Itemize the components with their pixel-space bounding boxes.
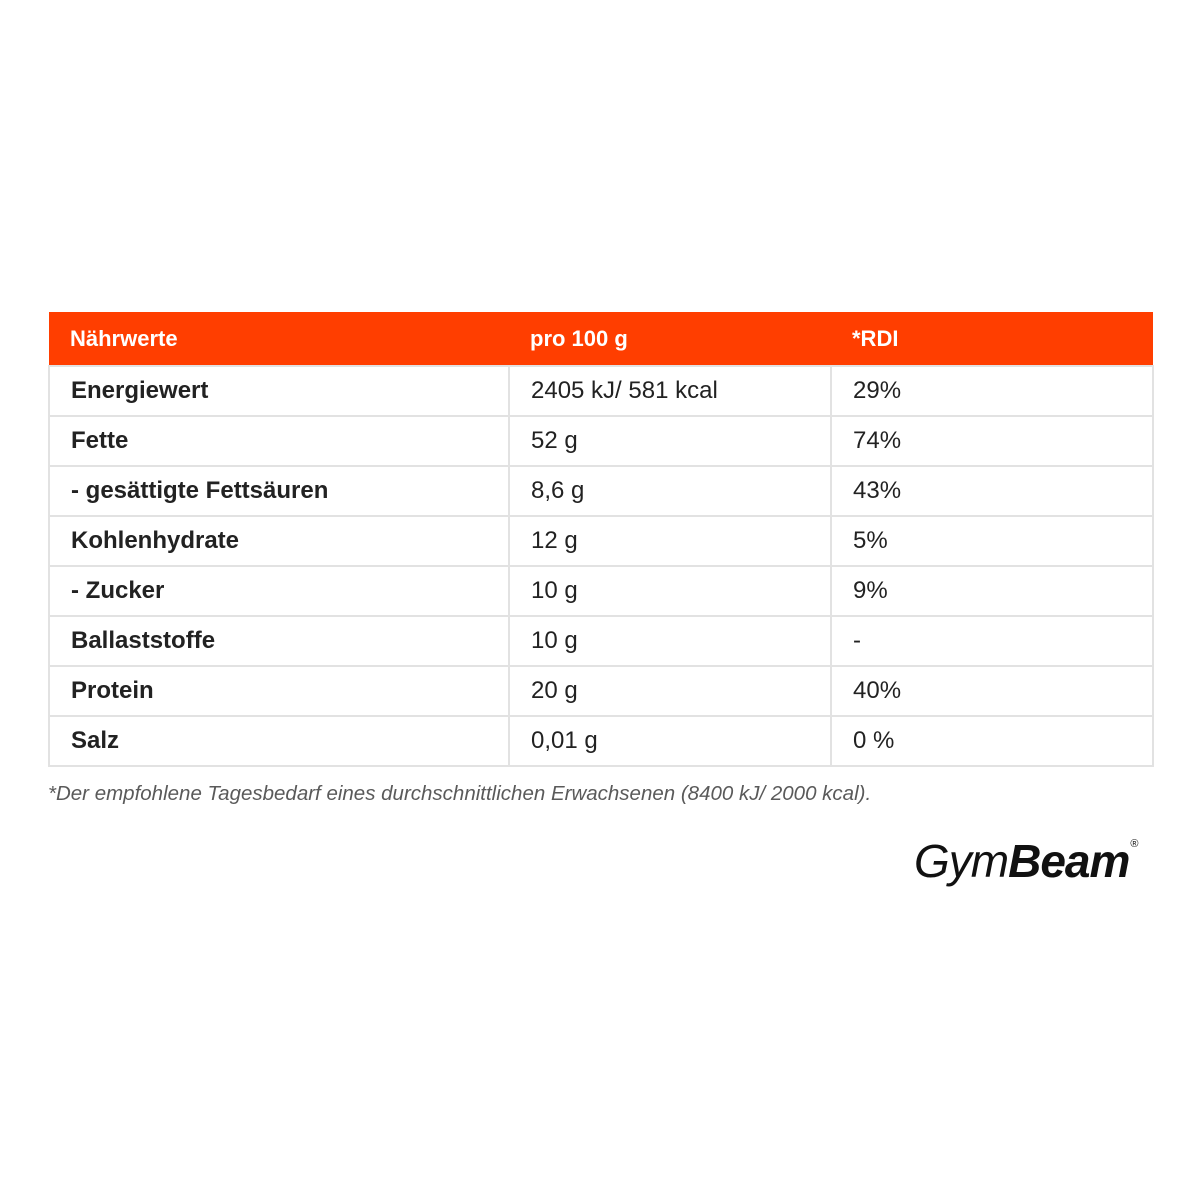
footnote: *Der empfohlene Tagesbedarf eines durchschnittlichen Erwachsenen (8400 kJ/ 2000 kcal). — [48, 782, 872, 805]
nutrient-amount: 12 g — [509, 516, 831, 566]
header-nutrient: Nährwerte — [49, 312, 509, 366]
logo-text-gym: Gym — [914, 835, 1009, 887]
nutrient-name: Energiewert — [49, 366, 509, 416]
nutrient-rdi: 9% — [831, 566, 1153, 616]
logo-text-beam: Beam — [1008, 835, 1130, 887]
nutrient-rdi: 40% — [831, 666, 1153, 716]
nutrient-name: - Zucker — [49, 566, 509, 616]
table-row — [49, 416, 1153, 466]
nutrient-name: Salz — [49, 716, 509, 766]
nutrient-rdi: 5% — [831, 516, 1153, 566]
nutrient-amount: 10 g — [509, 616, 831, 666]
nutrient-amount: 0,01 g — [509, 716, 831, 766]
nutrient-amount: 20 g — [509, 666, 831, 716]
table-row — [49, 366, 1153, 416]
header-per-100g: pro 100 g — [509, 312, 831, 366]
table-row — [49, 666, 1153, 716]
gymbeam-logo — [914, 834, 1138, 888]
table-row — [49, 466, 1153, 516]
nutrient-rdi: 74% — [831, 416, 1153, 466]
nutrient-name: Protein — [49, 666, 509, 716]
nutrient-amount: 2405 kJ/ 581 kcal — [509, 366, 831, 416]
table-row — [49, 716, 1153, 766]
nutrient-name: Kohlenhydrate — [49, 516, 509, 566]
table-row — [49, 616, 1153, 666]
nutrition-table — [48, 312, 1154, 767]
nutrient-name: Ballaststoffe — [49, 616, 509, 666]
nutrient-amount: 10 g — [509, 566, 831, 616]
nutrient-amount: 52 g — [509, 416, 831, 466]
table-row — [49, 516, 1153, 566]
nutrient-rdi: 29% — [831, 366, 1153, 416]
nutrient-amount: 8,6 g — [509, 466, 831, 516]
nutrient-name: - gesättigte Fettsäuren — [49, 466, 509, 516]
table-row — [49, 566, 1153, 616]
registered-mark: ® — [1130, 838, 1138, 850]
header-rdi: *RDI — [831, 312, 1153, 366]
nutrient-rdi: 0 % — [831, 716, 1153, 766]
nutrient-name: Fette — [49, 416, 509, 466]
nutrient-rdi: - — [831, 616, 1153, 666]
nutrient-rdi: 43% — [831, 466, 1153, 516]
table-header-row — [49, 312, 1153, 366]
